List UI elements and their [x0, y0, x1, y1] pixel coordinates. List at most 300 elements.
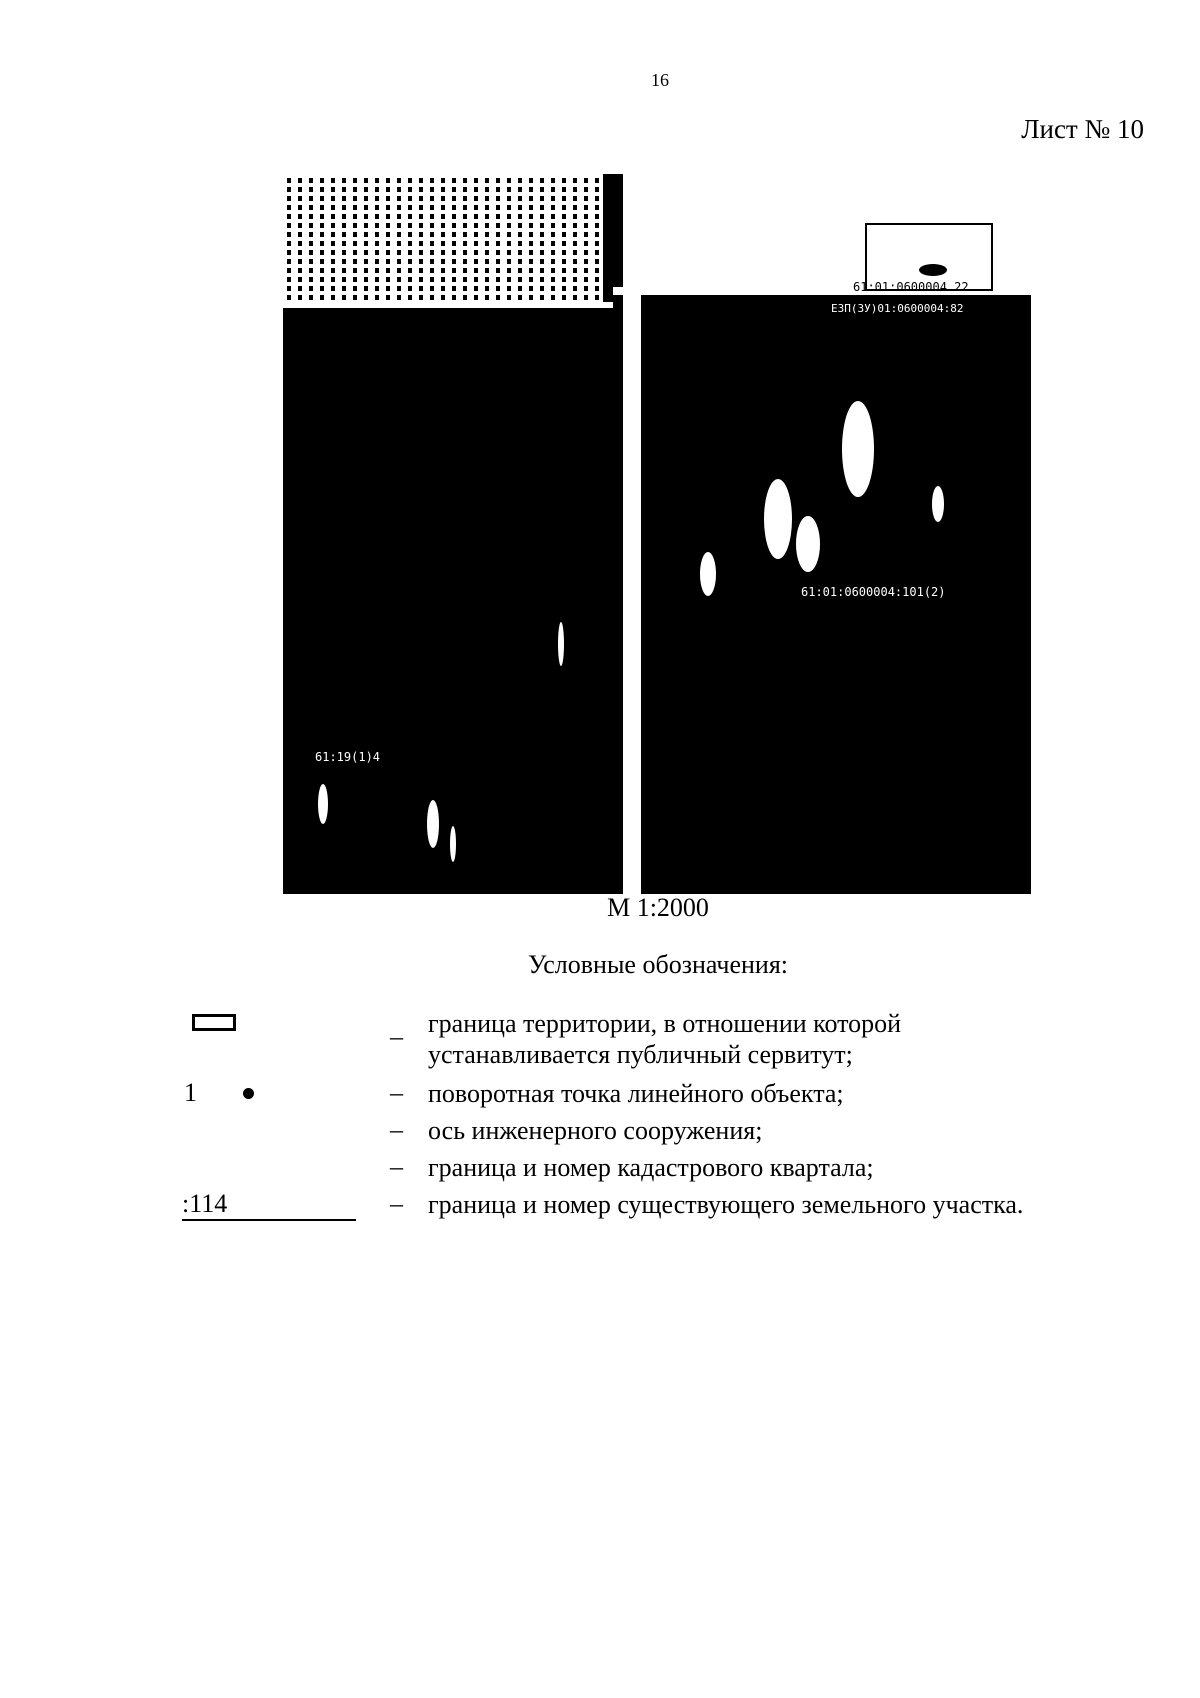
- field-dot: [441, 178, 445, 183]
- field-dot: [562, 295, 566, 300]
- field-dot: [507, 286, 511, 291]
- field-dot: [518, 223, 522, 228]
- field-dot: [540, 205, 544, 210]
- field-dot: [309, 286, 313, 291]
- field-dot: [298, 250, 302, 255]
- field-dot: [551, 241, 555, 246]
- legend-item-servitude: [180, 1008, 1100, 1078]
- field-dot: [364, 295, 368, 300]
- field-dot: [320, 187, 324, 192]
- field-dot: [463, 286, 467, 291]
- field-dot: [463, 277, 467, 282]
- field-dot: [287, 268, 291, 273]
- field-dot: [573, 178, 577, 183]
- field-dot: [518, 232, 522, 237]
- field-dot: [584, 268, 588, 273]
- field-dot: [298, 295, 302, 300]
- field-dot: [375, 178, 379, 183]
- field-dot: [496, 187, 500, 192]
- field-dot: [496, 178, 500, 183]
- field-dot: [540, 268, 544, 273]
- field-dot: [496, 286, 500, 291]
- field-dot: [584, 214, 588, 219]
- field-dot: [595, 196, 599, 201]
- field-dot: [529, 259, 533, 264]
- field-dot: [496, 196, 500, 201]
- field-dot: [386, 178, 390, 183]
- field-dot: [485, 259, 489, 264]
- field-dot: [342, 241, 346, 246]
- field-dot: [463, 187, 467, 192]
- field-dot: [562, 196, 566, 201]
- field-dot: [342, 232, 346, 237]
- field-dot: [331, 268, 335, 273]
- field-dot: [551, 214, 555, 219]
- field-dot: [408, 232, 412, 237]
- legend-text: граница и номер кадастрового квартала;: [428, 1153, 874, 1182]
- field-dot: [595, 187, 599, 192]
- field-dot: [320, 259, 324, 264]
- field-dot: [595, 277, 599, 282]
- field-dot: [518, 295, 522, 300]
- field-dot: [353, 295, 357, 300]
- field-dot: [529, 214, 533, 219]
- field-dot: [463, 196, 467, 201]
- legend-text: ось инженерного сооружения;: [428, 1116, 763, 1145]
- field-dot: [386, 277, 390, 282]
- field-dot: [463, 205, 467, 210]
- field-dot: [474, 277, 478, 282]
- field-dot: [496, 259, 500, 264]
- field-dot: [342, 178, 346, 183]
- field-dot: [430, 241, 434, 246]
- field-dot: [529, 187, 533, 192]
- field-dot: [496, 205, 500, 210]
- speckle: [558, 622, 564, 666]
- field-dot: [419, 259, 423, 264]
- field-dot: [408, 259, 412, 264]
- field-dot: [485, 187, 489, 192]
- field-dot: [353, 250, 357, 255]
- field-dot: [320, 286, 324, 291]
- field-dot: [342, 259, 346, 264]
- field-dot: [474, 268, 478, 273]
- field-dot: [507, 232, 511, 237]
- field-dot: [309, 223, 313, 228]
- field-dot: [452, 196, 456, 201]
- field-dot: [331, 241, 335, 246]
- legend-dash: –: [390, 1189, 403, 1218]
- field-dot: [584, 196, 588, 201]
- field-dot: [518, 205, 522, 210]
- field-dot: [397, 286, 401, 291]
- field-dot: [375, 187, 379, 192]
- field-dot: [309, 250, 313, 255]
- field-dot: [551, 259, 555, 264]
- field-dot: [441, 232, 445, 237]
- field-dot: [353, 187, 357, 192]
- field-dot: [331, 196, 335, 201]
- field-dot: [452, 286, 456, 291]
- field-dot: [430, 196, 434, 201]
- field-dot: [364, 250, 368, 255]
- speckle: [764, 479, 792, 559]
- legend-symbol: [180, 1008, 380, 1038]
- field-dot: [496, 250, 500, 255]
- field-dot: [562, 277, 566, 282]
- field-dot: [298, 223, 302, 228]
- field-dot: [375, 286, 379, 291]
- field-dot: [595, 250, 599, 255]
- field-dot: [320, 196, 324, 201]
- field-dot: [375, 223, 379, 228]
- field-dot: [364, 205, 368, 210]
- field-dot: [584, 187, 588, 192]
- field-dot: [331, 286, 335, 291]
- field-dot: [408, 187, 412, 192]
- field-dot: [408, 205, 412, 210]
- field-dot: [452, 295, 456, 300]
- field-dot: [287, 196, 291, 201]
- field-dot: [397, 205, 401, 210]
- field-dot: [540, 259, 544, 264]
- field-dot: [441, 196, 445, 201]
- field-dot: [507, 223, 511, 228]
- field-dot: [408, 196, 412, 201]
- field-dot: [430, 250, 434, 255]
- field-dot: [518, 268, 522, 273]
- field-dot: [463, 223, 467, 228]
- field-dot: [419, 268, 423, 273]
- field-dot: [364, 277, 368, 282]
- field-dot: [474, 286, 478, 291]
- field-dot: [595, 214, 599, 219]
- object-mark: [919, 264, 947, 276]
- field-dot: [529, 178, 533, 183]
- field-dot: [573, 268, 577, 273]
- field-dot: [507, 259, 511, 264]
- field-dot: [397, 259, 401, 264]
- field-dot: [551, 187, 555, 192]
- legend-dash: –: [390, 1115, 403, 1144]
- field-dot: [485, 223, 489, 228]
- field-dot: [430, 232, 434, 237]
- field-dot: [507, 196, 511, 201]
- field-dot: [595, 268, 599, 273]
- field-dot: [298, 178, 302, 183]
- speckle: [427, 800, 439, 848]
- field-dot: [441, 205, 445, 210]
- field-dot: [573, 295, 577, 300]
- field-dot: [518, 241, 522, 246]
- field-dot: [496, 232, 500, 237]
- field-dot: [540, 232, 544, 237]
- field-dot: [452, 268, 456, 273]
- field-dot: [353, 241, 357, 246]
- legend-item-point: [180, 1078, 1100, 1115]
- field-dot: [287, 178, 291, 183]
- field-dot: [496, 295, 500, 300]
- field-dot: [375, 250, 379, 255]
- field-dot: [430, 178, 434, 183]
- field-dot: [331, 250, 335, 255]
- field-dot: [331, 277, 335, 282]
- field-dot: [353, 196, 357, 201]
- field-dot: [452, 259, 456, 264]
- field-dot: [562, 250, 566, 255]
- legend-dash: –: [390, 1022, 403, 1051]
- field-dot: [595, 259, 599, 264]
- field-dot: [540, 250, 544, 255]
- field-dot: [364, 268, 368, 273]
- field-dot: [595, 205, 599, 210]
- field-dot: [496, 268, 500, 273]
- field-dot: [287, 205, 291, 210]
- field-dot: [309, 178, 313, 183]
- field-dot: [419, 277, 423, 282]
- field-dot: [507, 178, 511, 183]
- field-dot: [441, 259, 445, 264]
- field-dot: [474, 250, 478, 255]
- sheet-label: Лист № 10: [1021, 114, 1144, 144]
- field-dot: [287, 241, 291, 246]
- field-dot: [408, 286, 412, 291]
- field-dot: [584, 223, 588, 228]
- field-dot: [342, 187, 346, 192]
- field-dot: [419, 286, 423, 291]
- field-dot: [353, 178, 357, 183]
- legend-text: граница и номер существующего земельного участка.: [428, 1190, 1024, 1219]
- field-dot: [463, 241, 467, 246]
- field-dot: [375, 268, 379, 273]
- field-dot: [298, 214, 302, 219]
- field-dot: [287, 295, 291, 300]
- field-dot: [287, 259, 291, 264]
- field-dot: [386, 232, 390, 237]
- field-dot: [397, 277, 401, 282]
- field-dot: [309, 205, 313, 210]
- field-dot: [419, 178, 423, 183]
- field-dot: [353, 268, 357, 273]
- field-dot: [331, 205, 335, 210]
- legend-dash: –: [390, 1152, 403, 1181]
- field-dot: [485, 214, 489, 219]
- field-dot: [364, 259, 368, 264]
- field-dot: [309, 268, 313, 273]
- field-dot: [375, 232, 379, 237]
- field-dot: [529, 286, 533, 291]
- field-dot: [287, 187, 291, 192]
- field-dot: [320, 178, 324, 183]
- field-dot: [441, 223, 445, 228]
- field-dot: [595, 223, 599, 228]
- field-dot: [430, 214, 434, 219]
- field-dot: [551, 286, 555, 291]
- field-dot: [353, 205, 357, 210]
- field-dot: [320, 205, 324, 210]
- field-dot: [353, 277, 357, 282]
- field-dot: [584, 259, 588, 264]
- field-dot: [320, 277, 324, 282]
- field-dot: [309, 214, 313, 219]
- field-dot: [331, 187, 335, 192]
- field-dot: [364, 196, 368, 201]
- field-dot: [408, 223, 412, 228]
- quarter-label: 61:01:0600004 22: [853, 280, 969, 294]
- field-dot: [529, 196, 533, 201]
- field-dot: [529, 250, 533, 255]
- field-dot: [540, 196, 544, 201]
- field-dot: [518, 196, 522, 201]
- field-dot: [298, 259, 302, 264]
- field-dot: [507, 241, 511, 246]
- field-dot: [397, 187, 401, 192]
- field-dot: [430, 205, 434, 210]
- field-dot: [375, 277, 379, 282]
- field-dot: [518, 214, 522, 219]
- field-dot: [496, 277, 500, 282]
- field-dot: [452, 178, 456, 183]
- field-dot: [342, 295, 346, 300]
- field-dot: [463, 178, 467, 183]
- point-icon: [243, 1088, 254, 1099]
- field-dot: [573, 187, 577, 192]
- field-dot: [562, 223, 566, 228]
- legend-item-axis: [180, 1115, 1100, 1152]
- field-dot: [518, 277, 522, 282]
- field-dot: [298, 286, 302, 291]
- field-dot: [298, 277, 302, 282]
- field-dot: [562, 187, 566, 192]
- field-dot: [320, 295, 324, 300]
- field-dot: [287, 232, 291, 237]
- field-dot: [485, 277, 489, 282]
- field-dot: [507, 277, 511, 282]
- field-dot: [463, 259, 467, 264]
- field-dot: [540, 178, 544, 183]
- field-dot: [375, 295, 379, 300]
- field-dot: [518, 250, 522, 255]
- field-dot: [573, 241, 577, 246]
- field-area: [283, 174, 603, 304]
- field-dot: [342, 268, 346, 273]
- field-dot: [562, 286, 566, 291]
- field-dot: [573, 259, 577, 264]
- field-dot: [551, 250, 555, 255]
- field-dot: [540, 295, 544, 300]
- field-dot: [408, 268, 412, 273]
- field-dot: [529, 241, 533, 246]
- field-dot: [353, 223, 357, 228]
- field-dot: [584, 286, 588, 291]
- field-dot: [342, 277, 346, 282]
- field-dot: [287, 277, 291, 282]
- field-dot: [463, 232, 467, 237]
- map-image: [283, 174, 1031, 894]
- field-dot: [342, 250, 346, 255]
- field-dot: [397, 250, 401, 255]
- field-dot: [474, 295, 478, 300]
- field-dot: [441, 187, 445, 192]
- field-dot: [584, 178, 588, 183]
- field-dot: [562, 241, 566, 246]
- speckle: [842, 401, 874, 497]
- field-dot: [463, 295, 467, 300]
- field-dot: [485, 232, 489, 237]
- field-dot: [595, 178, 599, 183]
- field-dot: [309, 277, 313, 282]
- field-dot: [419, 232, 423, 237]
- field-dot: [441, 295, 445, 300]
- field-dot: [342, 223, 346, 228]
- field-dot: [320, 223, 324, 228]
- field-dot: [342, 205, 346, 210]
- legend-symbol: [180, 1189, 380, 1219]
- field-dot: [540, 241, 544, 246]
- rectangle-icon: [192, 1014, 236, 1031]
- field-dot: [529, 295, 533, 300]
- field-dot: [551, 268, 555, 273]
- field-dot: [551, 178, 555, 183]
- field-dot: [474, 178, 478, 183]
- field-dot: [529, 205, 533, 210]
- field-dot: [353, 232, 357, 237]
- map-canvas: [283, 174, 1031, 894]
- field-dot: [562, 178, 566, 183]
- field-dot: [562, 268, 566, 273]
- field-dot: [364, 178, 368, 183]
- field-dot: [485, 196, 489, 201]
- field-dot: [540, 214, 544, 219]
- field-dot: [573, 286, 577, 291]
- field-dot: [397, 223, 401, 228]
- field-dot: [540, 277, 544, 282]
- field-dot: [430, 223, 434, 228]
- field-dot: [452, 205, 456, 210]
- parcel-label-left: 61:19(1)4: [315, 750, 381, 764]
- field-dot: [474, 214, 478, 219]
- field-dot: [474, 196, 478, 201]
- field-dot: [441, 250, 445, 255]
- field-dot: [507, 205, 511, 210]
- field-dot: [287, 214, 291, 219]
- field-dot: [441, 268, 445, 273]
- field-dot: [298, 232, 302, 237]
- field-dot: [430, 187, 434, 192]
- field-dot: [507, 214, 511, 219]
- field-dot: [430, 277, 434, 282]
- field-dot: [331, 223, 335, 228]
- speckle: [318, 784, 328, 824]
- legend-text-line: устанавливается публичный сервитут;: [428, 1040, 853, 1069]
- field-dot: [309, 232, 313, 237]
- field-dot: [562, 214, 566, 219]
- open-area: [623, 174, 1031, 292]
- field-dot: [419, 187, 423, 192]
- field-dot: [441, 286, 445, 291]
- field-dot: [529, 268, 533, 273]
- field-dot: [386, 295, 390, 300]
- field-dot: [375, 196, 379, 201]
- parcel-line-icon: [182, 1219, 356, 1221]
- field-dot: [452, 241, 456, 246]
- field-dot: [595, 232, 599, 237]
- field-dot: [529, 232, 533, 237]
- field-dot: [474, 205, 478, 210]
- field-dot: [298, 196, 302, 201]
- field-dot: [518, 178, 522, 183]
- field-dot: [551, 223, 555, 228]
